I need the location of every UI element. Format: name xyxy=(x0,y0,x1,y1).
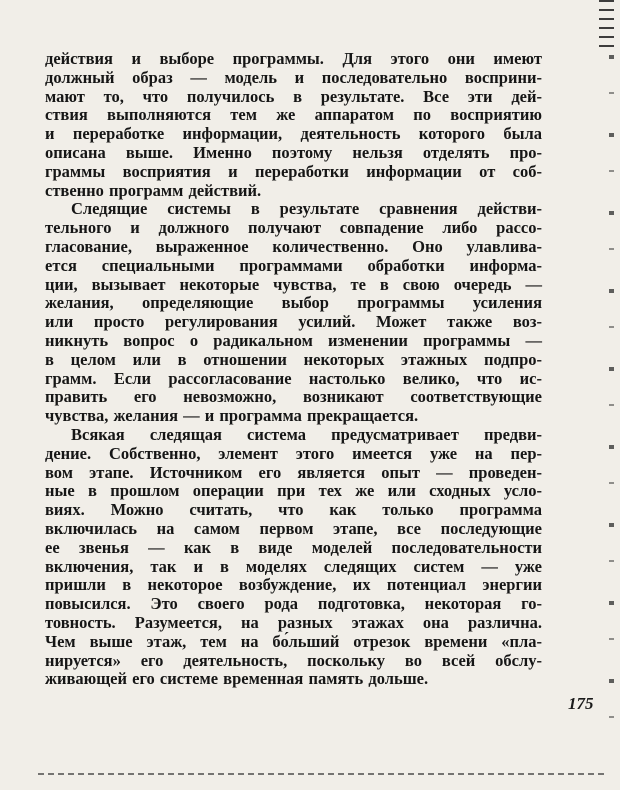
scan-artifact-bottom-line xyxy=(38,773,604,775)
text-line: включилась на самом первом этапе, все последующие xyxy=(45,518,542,538)
text-line: и переработке информации, деятельность которого была xyxy=(45,124,542,144)
text-line: ции, вызывает некоторые чувства, те в свою очередь — xyxy=(45,274,542,294)
text-line: повысился. Это своего рода подготовка, некоторая го- xyxy=(45,594,542,614)
text-line: чувства, желания — и программа прекращается. xyxy=(45,406,419,426)
text-line: гласование, выраженное количественно. Оно улавлива- xyxy=(45,236,542,256)
text-line: пришли в некоторое возбуждение, их потенциал энергии xyxy=(45,575,542,595)
text-line: никнуть вопрос о радикальном изменении программы — xyxy=(45,330,542,350)
text-line: описана выше. Именно поэтому нельзя отделять про- xyxy=(45,142,542,162)
scan-artifact-top-right xyxy=(599,0,614,48)
text-line: действия и выборе программы. Для этого они имеют xyxy=(45,49,542,68)
text-line: в целом или в отношении некоторых этажных подпро- xyxy=(45,349,542,369)
text-line: нируется» его деятельность, поскольку во всей обслу- xyxy=(45,650,542,670)
text-line: править его невозможно, возникают соответствующие xyxy=(45,387,542,407)
text-line: включения, так и в моделях следящих систем — уже xyxy=(45,556,542,576)
text-line: грамм. Если рассогласование настолько велико, что ис- xyxy=(45,368,542,388)
text-line: ется специальными программами обработки информа- xyxy=(45,255,542,275)
scan-artifact-right-edge xyxy=(609,55,614,735)
text-line: Всякая следящая система предусматривает предви- xyxy=(71,424,542,444)
text-line: виях. Можно считать, что как только программа xyxy=(45,500,542,520)
text-line: тельного и должного получают совпадение либо рассо- xyxy=(45,218,542,238)
text-block xyxy=(45,50,542,689)
text-line: ее звенья — как в виде моделей последовательности xyxy=(45,537,542,557)
text-line: мают то, что получилось в результате. Все эти дей- xyxy=(45,86,542,106)
text-line: дение. Собственно, элемент этого имеется уже на пер- xyxy=(45,443,542,463)
text-line: или просто регулирования усилий. Может также воз- xyxy=(45,312,542,332)
text-line: граммы восприятия и переработки информации от соб- xyxy=(45,161,542,181)
text-line: Чем выше этаж, тем на бо́льший отрезок времени «пла- xyxy=(45,631,542,651)
text-line: ные в прошлом операции при тех же или сходных усло- xyxy=(45,481,542,501)
text-line: Следящие системы в результате сравнения действи- xyxy=(71,199,542,219)
text-line: живающей его системе временная память дольше. xyxy=(45,669,429,689)
text-line: должный образ — модель и последовательно восприни- xyxy=(45,67,542,87)
page-number: 175 xyxy=(568,694,594,713)
text-line: товность. Разумеется, на разных этажах она различна. xyxy=(45,612,542,632)
text-line: вом этапе. Источником его является опыт — проведен- xyxy=(45,462,542,482)
text-line: ственно программ действий. xyxy=(45,180,262,200)
text-line: желания, определяющие выбор программы усиления xyxy=(45,293,542,313)
text-line: ствия выполняются тем же аппаратом по восприятию xyxy=(45,105,542,125)
